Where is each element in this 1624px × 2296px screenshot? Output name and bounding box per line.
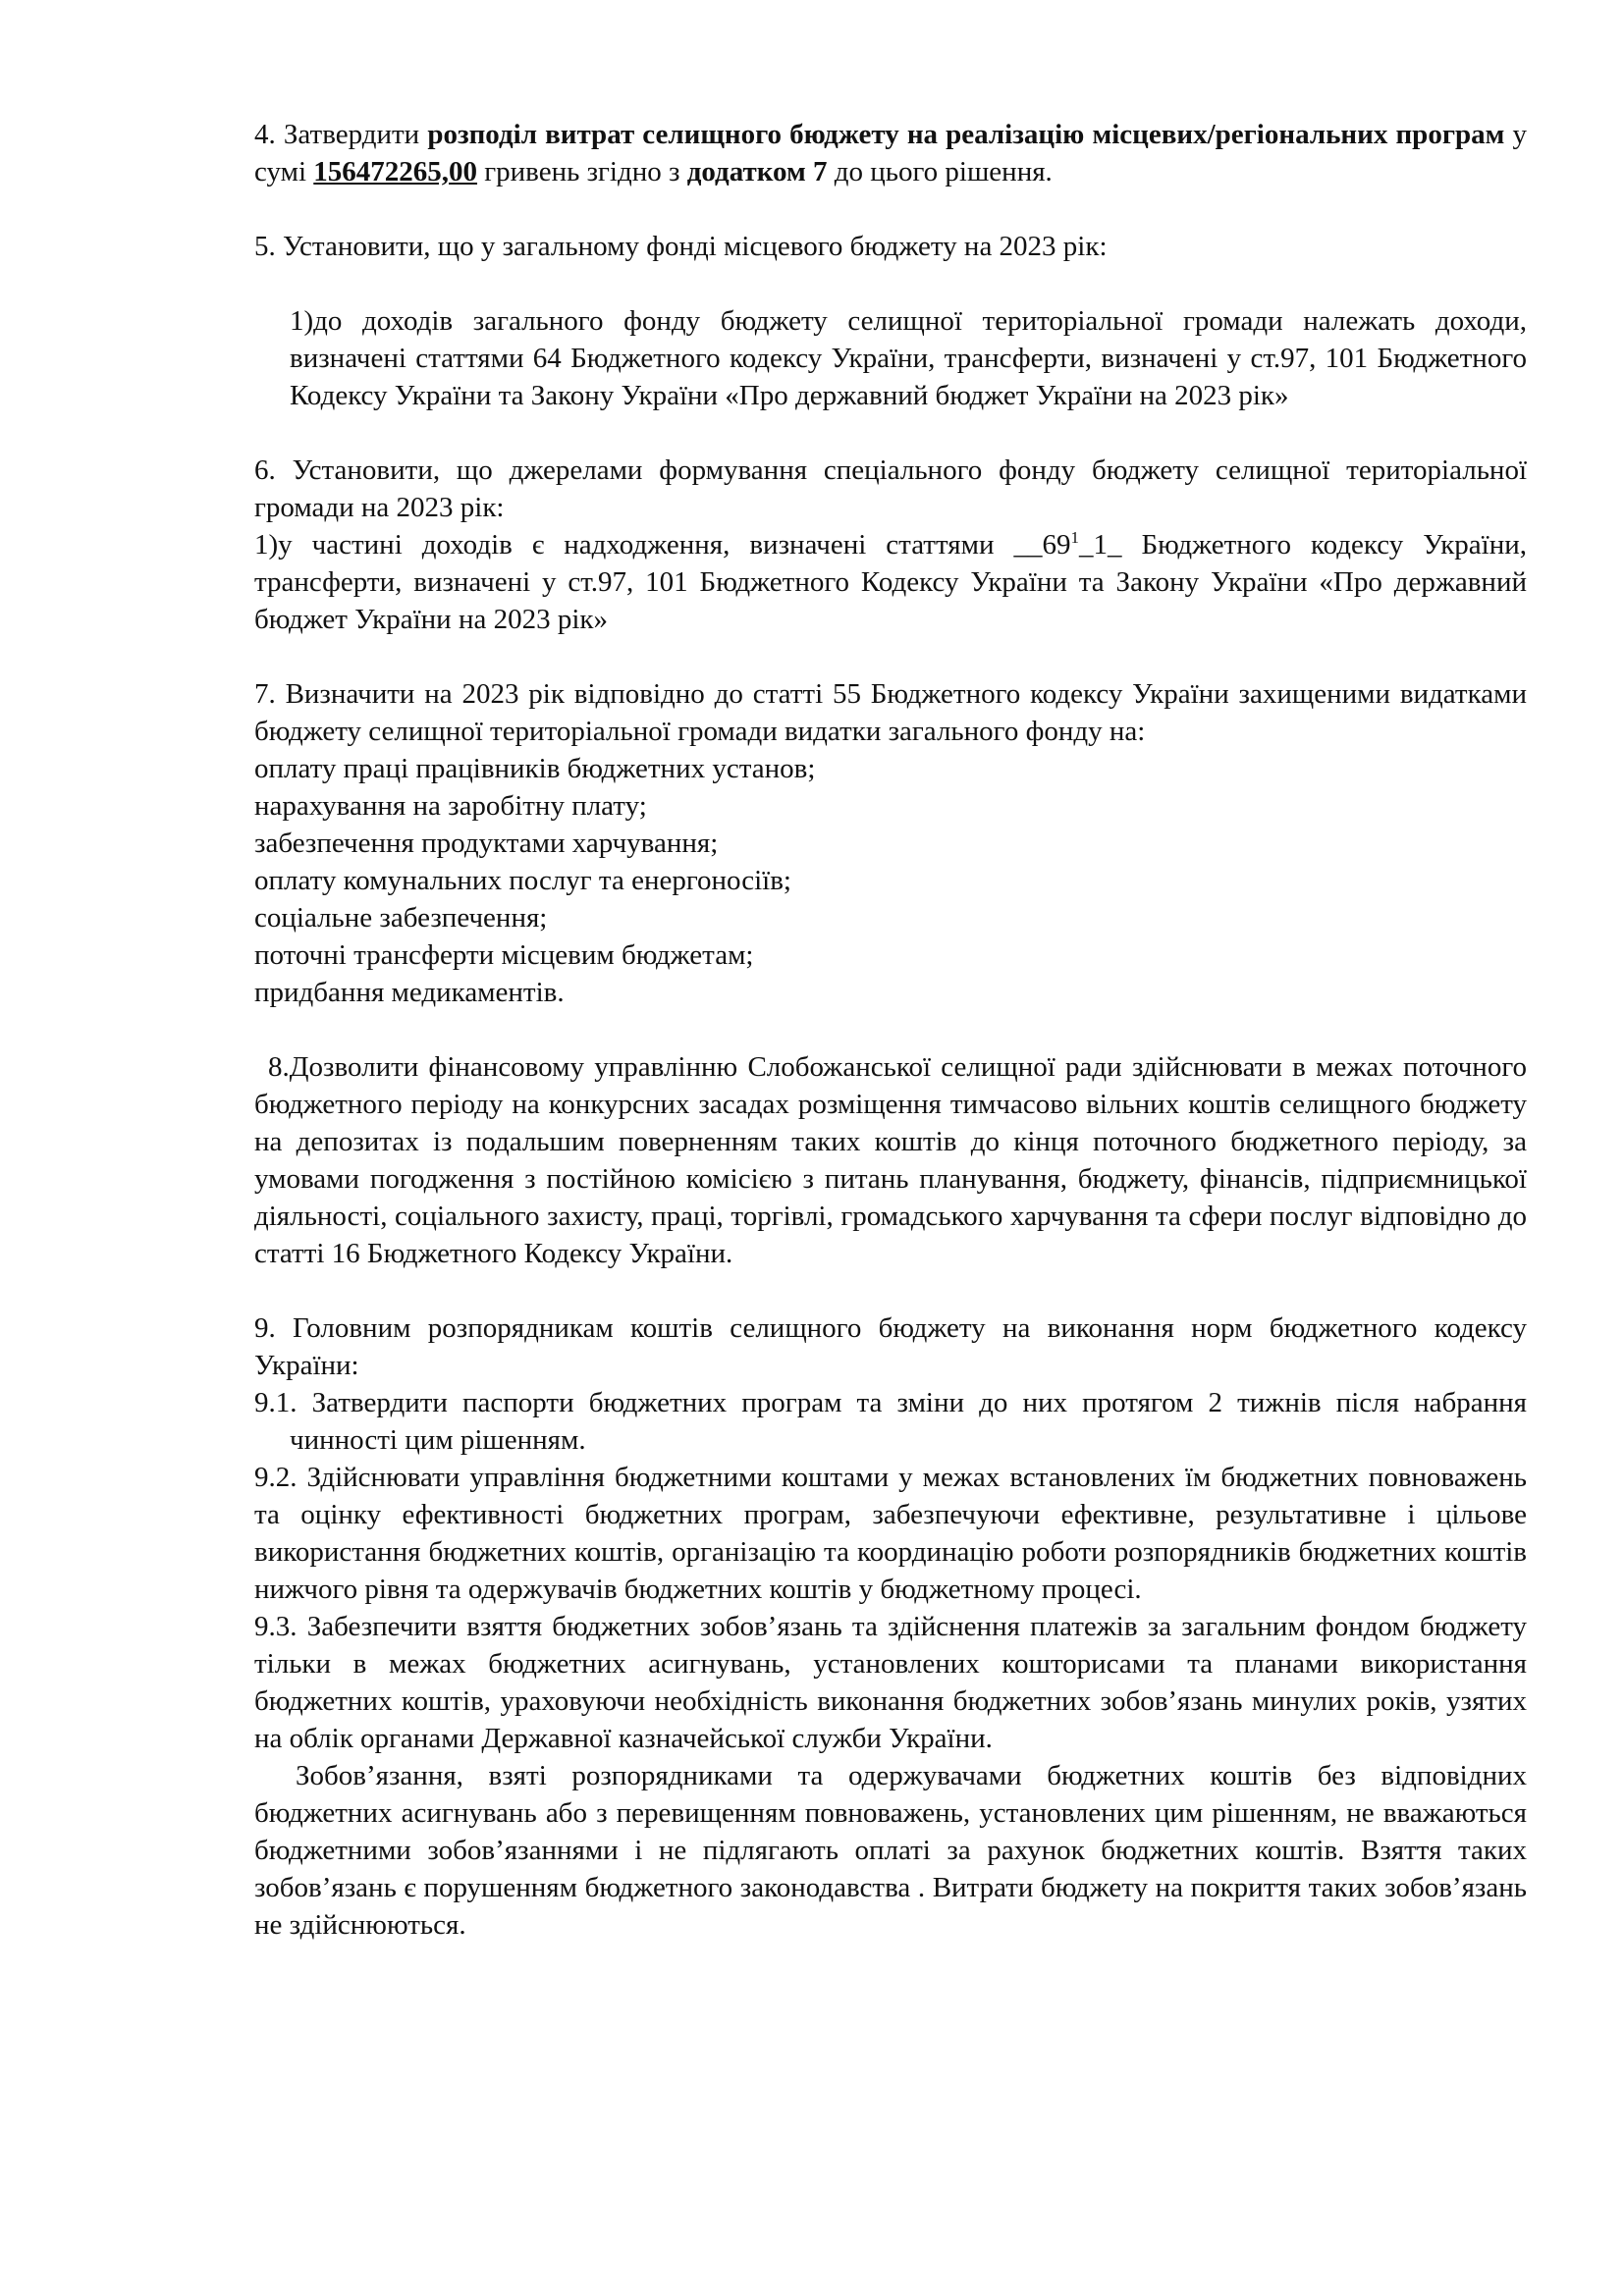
item-9-1: 9.1. Затвердити паспорти бюджетних програм та зміни до них протягом 2 тижнів після набрання чинності цим рішенням. — [254, 1387, 1527, 1456]
item-7-line: оплату комунальних послуг та енергоносіїв; — [254, 865, 791, 896]
item-6-blank2: _1_ — [1078, 529, 1122, 561]
item-9-obligations: Зобов’язання, взяті розпорядниками та одержувачами бюджетних коштів без відповідних бюджетних асигнувань або з перевищенням повноважень, установлених цим рішенням, не вважаються бюджетними зобов’язаннями і не підлягають оплаті за рахунок бюджетних коштів. Взяття таких зобов’язань є порушенням бюджетного законодавства . Витрати бюджету на покриття таких зобов’язань не здійснюються. — [254, 1760, 1527, 1941]
item-7-line: соціальне забезпечення; — [254, 902, 548, 934]
item-5-title: 5. Установити, що у загальному фонді місцевого бюджету на 2023 рік: — [254, 231, 1108, 262]
item-9-2: 9.2. Здійснювати управління бюджетними коштами у межах встановлених їм бюджетних повноважень та оцінку ефективності бюджетних програм, забезпечуючи ефективне, результативне і цільове використання бюджетних коштів, організацію та координацію роботи розпорядників бюджетних коштів нижчого рівня та одержувачів бюджетних коштів у бюджетному процесі. — [254, 1462, 1527, 1605]
item-6-superscript: 1 — [1070, 528, 1079, 547]
item-7-line: нарахування на заробітну плату; — [254, 790, 647, 822]
item-4-amount: 156472265,00 — [313, 156, 478, 187]
item-7-line: придбання медикаментів. — [254, 977, 565, 1008]
item-7-line: забезпечення продуктами харчування; — [254, 828, 719, 859]
item-7-line: поточні трансферти місцевим бюджетам; — [254, 939, 754, 971]
item-6-sub1 — [254, 526, 1527, 638]
item-6-blank1: __69 — [1013, 529, 1071, 561]
item-9-3: 9.3. Забезпечити взяття бюджетних зобов’язань та здійснення платежів за загальним фондом бюджету тільки в межах бюджетних асигнувань, установлених кошторисами та планами використання бюджетних коштів, ураховуючи необхідність виконання бюджетних зобов’язань минулих років, узятих на облік органами Державної казначейської служби України. — [254, 1611, 1527, 1754]
document-page — [254, 116, 1527, 1944]
item-8: 8.Дозволити фінансовому управлінню Слобожанської селищної ради здійснювати в межах поточного бюджетного періоду на конкурсних засадах розміщення тимчасово вільних коштів селищного бюджету на депозитах із подальшим поверненням таких коштів до кінця поточного бюджетного періоду, за умовами погодження з постійною комісією з питань планування, бюджету, фінансів, підприємницької діяльності, соціального захисту, праці, торгівлі, громадського харчування та сфери послуг відповідно до статті 16 Бюджетного Кодексу України. — [254, 1051, 1527, 1269]
item-7-title: 7. Визначити на 2023 рік відповідно до статті 55 Бюджетного кодексу України захищеними видатками бюджету селищної територіальної громади видатки загального фонду на: — [254, 678, 1527, 747]
item-6-title: 6. Установити, що джерелами формування спеціального фонду бюджету селищної територіальної громади на 2023 рік: — [254, 454, 1527, 523]
item-4-end: до цього рішення. — [827, 156, 1053, 187]
item-4-bold-programs: розподіл витрат селищного бюджету на реалізацію місцевих/регіональних програм — [427, 119, 1505, 150]
item-7-line: оплату праці працівників бюджетних установ; — [254, 753, 816, 784]
item-9-title: 9. Головним розпорядникам коштів селищного бюджету на виконання норм бюджетного кодексу України: — [254, 1312, 1527, 1381]
item-6-sub-end: Бюджетного кодексу України, трансферти, визначені у ст.97, 101 Бюджетного Кодексу України та Закону України «Про державний бюджет України на 2023 рік» — [254, 529, 1528, 635]
item-4-mid2: гривень згідно з — [477, 156, 687, 187]
item-4-mid1: у сумі — [254, 119, 1527, 187]
item-4 — [254, 116, 1527, 190]
item-4-appendix: додатком 7 — [686, 156, 828, 187]
item-4-intro: 4. Затвердити — [254, 119, 428, 150]
item-6-sub-start: 1)у частині доходів є надходження, визначені статтями — [254, 529, 1014, 561]
item-5-sub1: 1)до доходів загального фонду бюджету селищної територіальної громади належать доходи, визначені статтями 64 Бюджетного кодексу України, трансферти, визначені у ст.97, 101 Бюджетного Кодексу України та Закону України «Про державний бюджет України на 2023 рік» — [290, 305, 1527, 411]
